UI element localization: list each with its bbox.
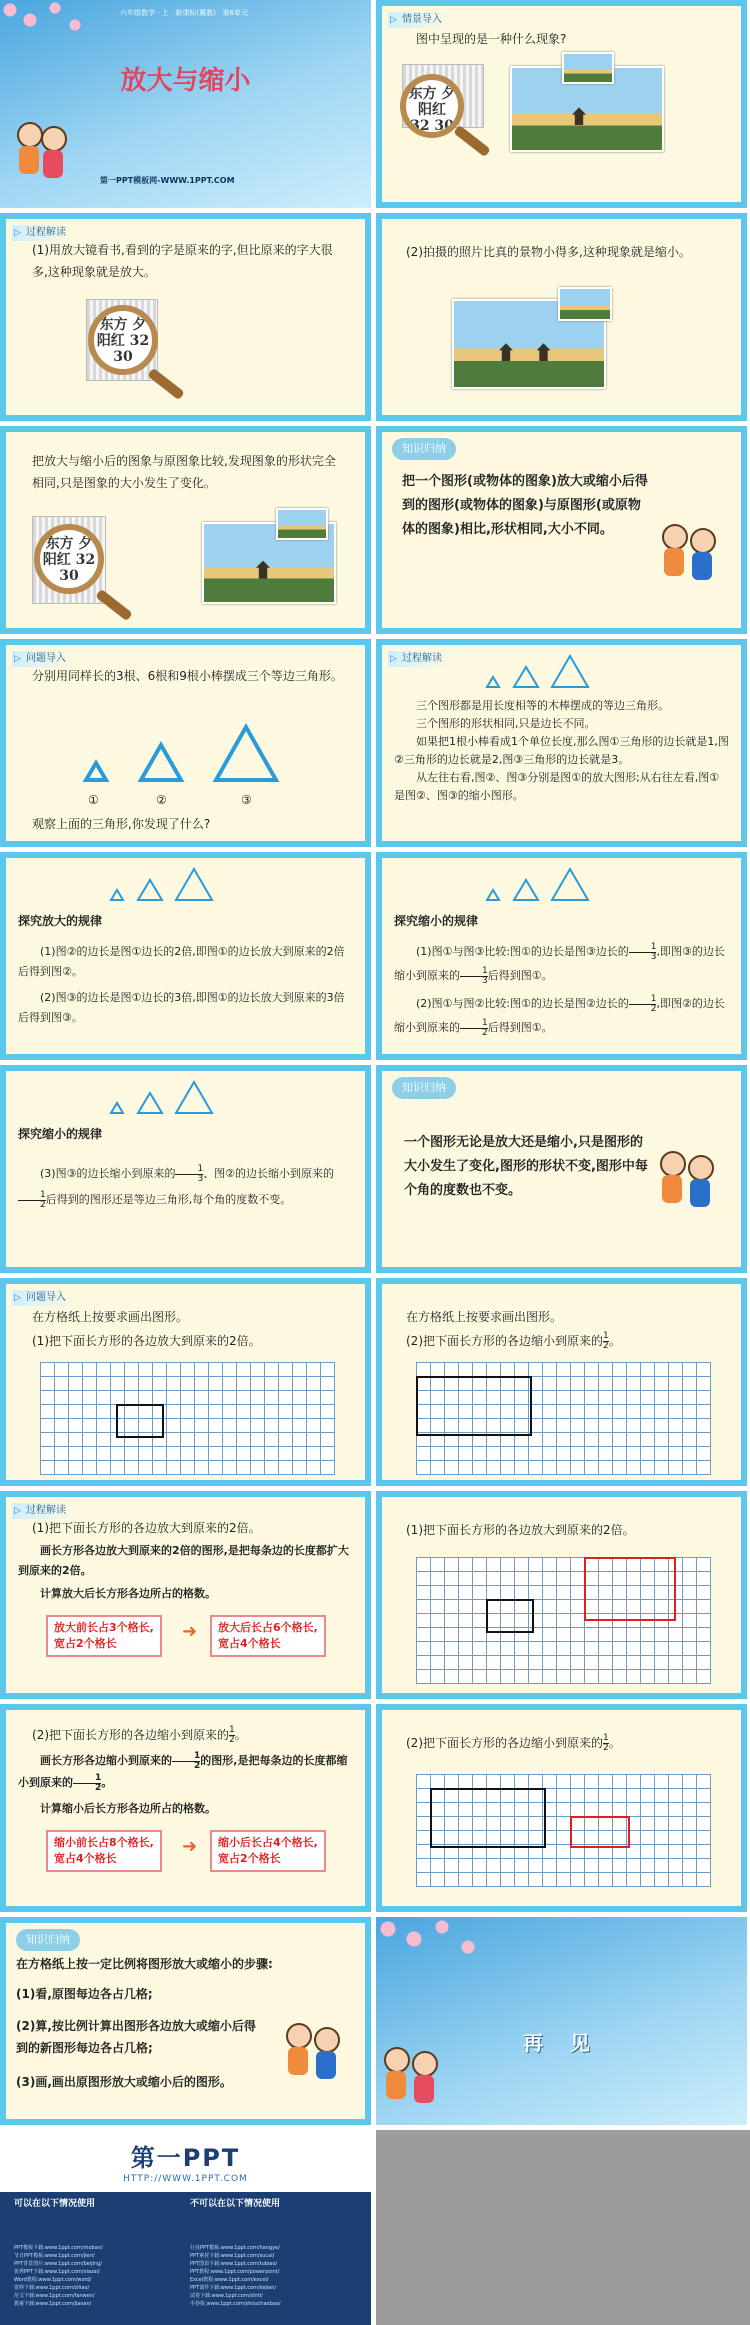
slide-compare xyxy=(0,426,371,634)
title-slide xyxy=(0,0,371,208)
empty-area xyxy=(376,2130,750,2325)
rule-p2: (2)图③的边长是图①边长的3倍,即图①的边长放大到原来的3倍后得到图③。 xyxy=(18,991,345,1024)
section-tag: ▷ 情景导入 xyxy=(388,12,452,28)
enlarged-rectangle xyxy=(584,1557,676,1621)
kids-illustration xyxy=(286,2023,346,2103)
before-callout: 缩小前长占8个格长, 宽占4个格长 xyxy=(46,1830,162,1872)
slide-triangle-explain xyxy=(376,639,747,847)
triangle-label-3: ③ xyxy=(241,793,252,807)
task-text: (2)把下面长方形的各边缩小到原来的 $\frac{1}{2}$ 。 xyxy=(406,1331,621,1351)
footer-link[interactable]: PPT图表下载:www.1ppt.com/tubiao/ xyxy=(190,2261,278,2267)
before-callout: 放大前长占3个格长, 宽占2个格长 xyxy=(46,1615,162,1657)
rule-p1: (1)图②的边长是图①边长的2倍,即图①的边长放大到原来的2倍后得到图②。 xyxy=(18,945,345,978)
summary-p1: 在方格纸上按一定比例将图形放大或缩小的步骤: xyxy=(16,1957,273,1971)
rule-heading: 探究缩小的规律 xyxy=(394,914,479,928)
original-rectangle xyxy=(116,1404,164,1438)
footer-link[interactable]: PPT背景图片:www.1ppt.com/beijing/ xyxy=(14,2261,103,2267)
summary-text: 一个图形无论是放大还是缩小,只是图形的大小发生了变化,图形的形状不变,图形中每个角的度数也不变。 xyxy=(404,1135,648,1198)
footer-link[interactable]: 试卷下载:www.1ppt.com/shiti/ xyxy=(190,2293,263,2299)
footer-link[interactable]: 优秀PPT下载:www.1ppt.com/xiazai/ xyxy=(14,2269,100,2275)
page-title: 放大与缩小 xyxy=(120,66,251,96)
section-tag: ▷ 过程解读 xyxy=(12,225,76,241)
triangle-1 xyxy=(86,763,106,780)
title-header-bar: 六年级数学 · 上 新课标(冀教) 第6单元 xyxy=(120,9,248,17)
triangles-figure xyxy=(482,651,602,693)
step-count: 计算缩小后长方形各边所占的格数。 xyxy=(40,1802,216,1815)
rule-p2: (2)图①与图②比较:图①的边长是图②边长的 $\frac{1}{2}$ ,即图②的边长缩小到原来的 $\frac{1}{2}$ 后得到图①。 xyxy=(394,993,725,1038)
original-rectangle xyxy=(430,1788,546,1848)
slide-enlarge-result xyxy=(376,1491,747,1699)
footer-link[interactable]: 节日PPT模板:www.1ppt.com/jieri/ xyxy=(14,2253,95,2259)
small-photo xyxy=(276,508,328,540)
magnifier-handle xyxy=(95,589,133,622)
task-text: (2)把下面长方形的各边缩小到原来的 $\frac{1}{2}$ 。 xyxy=(406,1733,621,1753)
slide-question: 图中呈现的是一种什么现象? xyxy=(416,32,567,46)
fraction: $\frac{1}{2}$ xyxy=(73,1774,101,1793)
task-intro: 在方格纸上按要求画出图形。 xyxy=(32,1310,189,1324)
fraction: $\frac{1}{3}$ xyxy=(629,943,657,962)
triangle-label-1: ① xyxy=(88,793,99,807)
section-tag: ▷ 过程解读 xyxy=(12,1503,76,1519)
triangle-1 xyxy=(111,1103,123,1113)
slide-shrink-rule-2 xyxy=(0,1065,371,1273)
triangle-2 xyxy=(138,1093,162,1113)
fraction: $\frac{1}{2}$ xyxy=(603,1331,609,1351)
section-tag: ▷ 问题导入 xyxy=(12,651,76,667)
triangle-1 xyxy=(111,890,123,900)
footer-logo: 第一PPT xyxy=(130,2144,241,2172)
kids-illustration xyxy=(662,524,722,604)
section-pill: 知识归纳 xyxy=(392,1077,456,1099)
slide-scene-intro xyxy=(376,0,747,208)
footer-link[interactable]: 行业PPT模板:www.1ppt.com/hangye/ xyxy=(190,2245,280,2251)
triangle-2 xyxy=(514,880,538,900)
slide-grid-shrink-task xyxy=(376,1278,747,1486)
slide-enlarge-rule xyxy=(0,852,371,1060)
rule-heading: 探究放大的规律 xyxy=(18,914,103,928)
small-photo xyxy=(562,52,614,84)
triangle-3 xyxy=(216,727,276,780)
footer xyxy=(0,2130,371,2325)
step-title: (2)把下面长方形的各边缩小到原来的 $\frac{1}{2}$ 。 xyxy=(32,1725,247,1745)
slide-enlarge-steps xyxy=(0,1491,371,1699)
arrow-right-icon: ➜ xyxy=(182,1836,198,1857)
triangle-3 xyxy=(552,869,588,900)
slide-shrink-steps xyxy=(0,1704,371,1912)
slide-triangles xyxy=(0,639,371,847)
triangles-figure xyxy=(106,1077,226,1119)
triangles-figure xyxy=(66,705,306,795)
original-rectangle xyxy=(486,1599,534,1633)
fraction: $\frac{1}{3}$ xyxy=(175,1165,203,1184)
triangle-2 xyxy=(514,667,538,687)
original-rectangle xyxy=(416,1376,532,1436)
disallowed-links xyxy=(190,2244,281,2308)
footer-link[interactable]: PPT教程:www.1ppt.com/powerpoint/ xyxy=(190,2269,280,2275)
disallowed-title: 不可以在以下情况使用 xyxy=(190,2199,281,2209)
triangle-2 xyxy=(138,880,162,900)
magnifier-handle xyxy=(453,125,491,158)
fraction: $\frac{1}{2}$ xyxy=(629,995,657,1014)
site-caption: 第一PPT模板网-WWW.1PPT.COM xyxy=(100,176,235,185)
summary-p3: (2)算,按比例计算出图形各边放大或缩小后得到的新图形每边各占几格; xyxy=(16,2019,256,2055)
summary-text: 把一个图形(或物体的图象)放大或缩小后得到的图形(或物体的图象)与原图形(或原物体的图象)相比,形状相同,大小不同。 xyxy=(402,474,648,537)
triangle-label-2: ② xyxy=(156,793,167,807)
slide-summary-1 xyxy=(376,426,747,634)
allowed-links xyxy=(14,2244,103,2308)
summary-p2: (1)看,原图每边各占几格; xyxy=(16,1987,153,2001)
section-tag: ▷ 过程解读 xyxy=(388,651,452,667)
step-count: 计算放大后长方形各边所占的格数。 xyxy=(40,1587,216,1600)
sakura-branch xyxy=(376,1917,486,1977)
section-tag: ▷ 问题导入 xyxy=(12,1290,76,1306)
slide-magnify-explain xyxy=(0,213,371,421)
slide-text: 分别用同样长的3根、6根和9根小棒摆成三个等边三角形。 xyxy=(32,669,343,683)
slide-summary-2 xyxy=(376,1065,747,1273)
triangle-3 xyxy=(176,869,212,900)
footer-link[interactable]: 范文下载:www.1ppt.com/fanwen/ xyxy=(14,2293,95,2299)
step-explain: 画长方形各边放大到原来的2倍的图形,是把每条边的长度都扩大到原来的2倍。 xyxy=(18,1544,349,1577)
slide-text: 把放大与缩小后的图象与原图象比较,发现图象的形状完全相同,只是图象的大小发生了变化。 xyxy=(32,454,336,490)
magnifier-handle xyxy=(147,368,185,401)
footer-link[interactable]: PPT素材下载:www.1ppt.com/sucai/ xyxy=(190,2253,275,2259)
fraction: $\frac{1}{2}$ xyxy=(172,1752,200,1771)
summary-p4: (3)画,画出原图形放大或缩小后的图形。 xyxy=(16,2075,232,2089)
magnifier-icon: 东方 夕阳红 32 30 xyxy=(400,74,464,138)
triangle-1 xyxy=(487,890,499,900)
slide-grid-enlarge-task xyxy=(0,1278,371,1486)
step-title: (1)把下面长方形的各边放大到原来的2倍。 xyxy=(32,1521,261,1535)
task-text: (1)把下面长方形的各边放大到原来的2倍。 xyxy=(32,1334,261,1348)
slide-text: (1)用放大镜看书,看到的字是原来的字,但比原来的字大很多,这种现象就是放大。 xyxy=(32,243,333,279)
triangle-1 xyxy=(487,677,499,687)
kids-illustration xyxy=(384,2047,444,2125)
slide-shrink-rule xyxy=(376,852,747,1060)
arrow-right-icon: ➜ xyxy=(182,1621,198,1642)
fraction: $\frac{1}{3}$ xyxy=(460,967,488,986)
footer-info-panel xyxy=(0,2192,371,2325)
explain-p2: 三个图形的形状相同,只是边长不同。 xyxy=(416,717,596,730)
slide-text: (2)拍摄的照片比真的景物小得多,这种现象就是缩小。 xyxy=(406,245,691,259)
footer-link[interactable]: PPT课件下载:www.1ppt.com/kejian/ xyxy=(190,2285,277,2291)
rule-heading: 探究缩小的规律 xyxy=(18,1127,103,1141)
triangles-figure xyxy=(106,864,226,906)
rule-p1: (1)图①与图③比较:图①的边长是图③边长的 $\frac{1}{3}$ ,即图③的边长缩小到原来的 $\frac{1}{3}$ 后得到图①。 xyxy=(394,941,725,986)
triangle-3 xyxy=(552,656,588,687)
fraction: $\frac{1}{2}$ xyxy=(229,1725,235,1745)
after-callout: 放大后长占6个格长, 宽占4个格长 xyxy=(210,1615,326,1657)
step-explain: 画长方形各边缩小到原来的 $\frac{1}{2}$ 的图形,是把每条边的长度都缩小到原来的 $\frac{1}{2}$ 。 xyxy=(18,1750,348,1793)
slide-summary-3 xyxy=(0,1917,371,2125)
magnifier-icon: 东方 夕阳红 32 30 xyxy=(88,305,158,375)
section-pill: 知识归纳 xyxy=(16,1929,80,1951)
footer-link[interactable]: Word教程:www.1ppt.com/word/ xyxy=(14,2277,92,2283)
allowed-title: 可以在以下情况使用 xyxy=(14,2199,96,2209)
grid-paper xyxy=(40,1362,335,1475)
footer-link[interactable]: PPT模板下载:www.1ppt.com/moban/ xyxy=(14,2245,103,2251)
after-callout: 缩小后长占4个格长, 宽占2个格长 xyxy=(210,1830,326,1872)
explain-p1: 三个图形都是用长度相等的木棒摆成的等边三角形。 xyxy=(416,699,669,712)
task-text: (1)把下面长方形的各边放大到原来的2倍。 xyxy=(406,1523,635,1537)
footer-link[interactable]: 手抄报:www.1ppt.com/shouchaobao/ xyxy=(190,2301,281,2307)
slide-shrink-result xyxy=(376,1704,747,1912)
slide-shrink-explain xyxy=(376,213,747,421)
slide-goodbye xyxy=(376,1917,747,2125)
shrunk-rectangle xyxy=(570,1816,630,1848)
footer-link[interactable]: Excel教程:www.1ppt.com/excel/ xyxy=(190,2277,269,2283)
footer-link[interactable]: 教案下载:www.1ppt.com/jiaoan/ xyxy=(14,2301,92,2307)
kids-illustration xyxy=(660,1151,720,1231)
triangle-3 xyxy=(176,1082,212,1113)
triangles-figure xyxy=(482,864,602,906)
section-pill: 知识归纳 xyxy=(392,438,456,460)
goodbye-text: 再 见 xyxy=(523,2031,600,2055)
magnifier-icon: 东方 夕阳红 32 30 xyxy=(34,524,104,594)
triangle-2 xyxy=(141,745,181,780)
rule-p3: (3)图③的边长缩小到原来的 $\frac{1}{3}$ 、图②的边长缩小到原来的 $\frac{1}{2}$ 后得到的图形还是等边三角形,每个角的度数不变。 xyxy=(18,1161,353,1213)
footer-link[interactable]: 资料下载:www.1ppt.com/ziliao/ xyxy=(14,2285,90,2291)
explain-p4: 从左往右看,图②、图③分别是图①的放大图形;从右往左看,图①是图②、图③的缩小图形。 xyxy=(394,771,720,802)
footer-url[interactable]: HTTP://WWW.1PPT.COM xyxy=(123,2174,248,2184)
fraction: $\frac{1}{2}$ xyxy=(18,1191,46,1210)
sakura-branch xyxy=(0,0,90,50)
explain-p3: 如果把1根小棒看成1个单位长度,那么图①三角形的边长就是1,图②三角形的边长就是2,图③三角形的边长就是3。 xyxy=(394,735,729,766)
kids-illustration xyxy=(15,122,65,202)
task-intro: 在方格纸上按要求画出图形。 xyxy=(406,1310,563,1324)
fraction: $\frac{1}{2}$ xyxy=(603,1733,609,1753)
fraction: $\frac{1}{2}$ xyxy=(460,1019,488,1038)
small-photo xyxy=(558,287,612,321)
slide-question: 观察上面的三角形,你发现了什么? xyxy=(32,817,211,831)
